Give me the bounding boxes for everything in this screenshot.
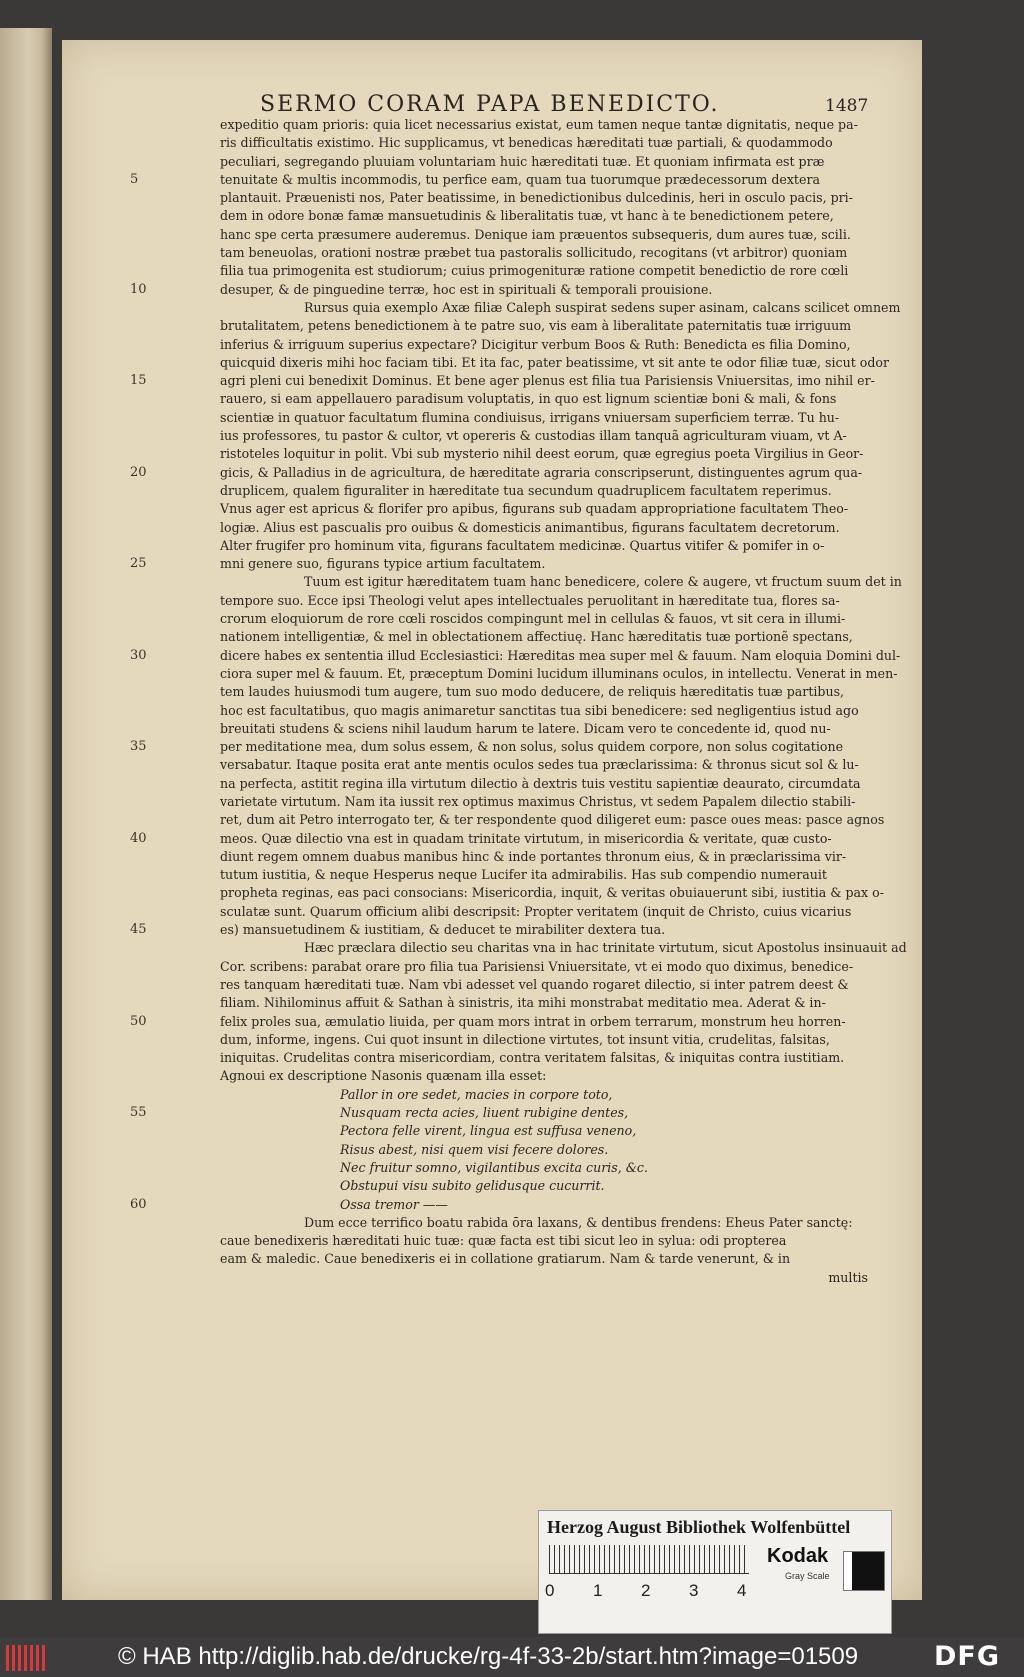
gray-swatch bbox=[843, 1551, 885, 1591]
line-text: Pallor in ore sedet, macies in corpore toto, bbox=[340, 1086, 613, 1102]
verse-line bbox=[150, 1122, 888, 1140]
text-line bbox=[150, 573, 902, 591]
line-text: druplicem, qualem figuraliter in hæreditate tua secundum quadruplicem facultatem reperimus. bbox=[220, 482, 832, 498]
text-line bbox=[130, 921, 888, 939]
running-head: SERMO CORAM PAPA BENEDICTO. bbox=[260, 92, 720, 117]
text-line bbox=[150, 299, 901, 317]
text-line bbox=[130, 555, 888, 573]
scale-number: 1 bbox=[593, 1581, 603, 1600]
line-text: Nec fruitur somno, vigilantibus excita curis, &c. bbox=[340, 1159, 648, 1175]
text-line bbox=[150, 702, 888, 720]
line-text: ius professores, tu pastor & cultor, vt opereris & custodias illam tanquã agriculturam viuam, vt A- bbox=[220, 428, 847, 444]
barcode-icon bbox=[6, 1645, 46, 1671]
line-text: per meditatione mea, dum solus essem, & non solus, solus quidem corpore, non solus cogitatione bbox=[220, 739, 844, 755]
line-text: Risus abest, nisi quem visi fecere dolores. bbox=[340, 1141, 609, 1157]
text-line bbox=[130, 647, 901, 665]
scale-number: 0 bbox=[545, 1581, 555, 1600]
text-line bbox=[150, 811, 888, 829]
line-text: Alter frugifer pro hominum vita, figurans facultatem medicinæ. Quartus vitifer & pomifer in o- bbox=[220, 537, 825, 553]
text-line bbox=[150, 537, 888, 555]
text-line bbox=[150, 500, 888, 518]
scale-number: 3 bbox=[689, 1581, 699, 1600]
line-text: rauero, si eam appellauero paradisum voluptatis, in quo est lignum scientiæ boni & mali, & fons bbox=[220, 391, 837, 407]
line-text: ris difficultatis existimo. Hic supplicamus, vt benedicas hæreditati tuæ partiali, & quodammodo bbox=[220, 135, 833, 151]
line-text: Dum ecce terrifico boatu rabida ōra laxans, & dentibus frendens: Eheus Pater sanctę: bbox=[304, 1214, 853, 1230]
text-line bbox=[150, 720, 888, 738]
line-text: tutum iustitia, & neque Hesperus neque Lucifer ita admirabilis. Has sub compendio numerauit bbox=[220, 867, 827, 883]
line-text: na perfecta, astitit regina illa virtutum dilectio à dextris tuis vestitu sapientiæ deaurato, circumdata bbox=[220, 775, 861, 791]
line-text: es) mansuetudinem & iustitiam, & deducet te mirabiliter dextera tua. bbox=[220, 922, 666, 938]
line-text: sculatæ sunt. Quarum officium alibi descripsit: Propter veritatem (inquit de Christo, cuius vicarius bbox=[220, 903, 852, 919]
text-line bbox=[150, 336, 888, 354]
line-text: tem laudes huiusmodi tum augere, tum suo modo deducere, de reliquis hæreditatis tuæ partibus, bbox=[220, 684, 845, 700]
line-text: versabatur. Itaque posita erat ante mentis oculos sedes tua præclarissima: & thronus sicut sol & lu- bbox=[220, 757, 859, 773]
line-text: caue benedixeris hæreditati huic tuæ: quæ facta est tibi sicut leo in sylua: odi propterea bbox=[220, 1233, 787, 1249]
text-line bbox=[150, 628, 888, 646]
text-line bbox=[150, 592, 888, 610]
line-text: tempore suo. Ecce ipsi Theologi velut apes intellectuales peruolitant in hæreditate tua, flores sa- bbox=[220, 592, 840, 608]
line-text: gicis, & Palladius in de agricultura, de hæreditate agraria conscripserunt, distinguentes agrum qua- bbox=[220, 464, 863, 480]
line-text: ristoteles loquitur in polit. Vbi sub mysterio nihil deest eorum, quæ egregius poeta Virgilius in Geor- bbox=[220, 446, 864, 462]
line-text: iniquitas. Crudelitas contra misericordiam, contra veritatem falsitas, & iniquitas contra iustitiam. bbox=[220, 1050, 845, 1066]
line-text: Nusquam recta acies, liuent rubigine dentes, bbox=[340, 1105, 629, 1121]
line-text: Vnus ager est apricus & florifer pro apibus, figurans sub quadam appropriatione facultatem Theo- bbox=[220, 501, 849, 517]
text-line bbox=[150, 1031, 888, 1049]
text-line bbox=[150, 445, 888, 463]
line-text: expeditio quam prioris: quia licet necessarius existat, eum tamen neque tantæ dignitatis, neque pa- bbox=[220, 117, 858, 132]
text-line bbox=[150, 262, 888, 280]
line-text: peculiari, segregando pluuiam voluntariam huic hæreditati tuæ. Et quoniam infirmata est præ bbox=[220, 153, 825, 169]
line-text: res tanquam hæreditati tuæ. Nam vbi adesset vel quando rogaret dilectio, si inter patrem deest & bbox=[220, 976, 849, 992]
line-text: Hæc præclara dilectio seu charitas vna in hac trinitate virtutum, sicut Apostolus insinuauit ad bbox=[304, 940, 907, 956]
line-text: brutalitatem, petens benedictionem à te patre suo, vis eam à liberalitate paternitatis tuæ irriguum bbox=[220, 318, 852, 334]
line-text: dicere habes ex sententia illud Ecclesiastici: Hæreditas mea super mel & fauum. Nam eloquia Domini dul- bbox=[220, 647, 901, 663]
text-line bbox=[150, 116, 888, 134]
text-line bbox=[130, 464, 888, 482]
text-line bbox=[150, 482, 888, 500]
ruler bbox=[549, 1545, 749, 1574]
line-text: Agnoui ex descriptione Nasonis quænam illa esset: bbox=[220, 1068, 547, 1084]
line-text: tam beneuolas, orationi nostræ præbet tua pastoralis sollicitudo, recogitans (vt arbitror) quoniam bbox=[220, 245, 848, 261]
line-text: inferius & irriguum superius expectare? Dicigitur verbum Boos & Ruth: Benedicta es filia Domino, bbox=[220, 336, 851, 352]
text-line bbox=[150, 427, 888, 445]
verse-line bbox=[130, 1196, 888, 1214]
text-line bbox=[130, 830, 888, 848]
text-line bbox=[150, 939, 907, 957]
line-text: propheta reginas, eas paci consocians: Misericordia, inquit, & veritas obuiauerunt sibi, iustitia & pax o- bbox=[220, 885, 884, 901]
reference-card bbox=[538, 1510, 892, 1634]
line-text: diunt regem omnem duabus manibus hinc & inde portantes thronum eius, & in præclarissima vir- bbox=[220, 848, 847, 864]
text-line bbox=[150, 244, 888, 262]
gray-scale-label: Gray Scale bbox=[785, 1571, 830, 1581]
line-text: dum, informe, ingens. Cui quot insunt in dilectione virtutes, tot insunt vitia, crudelitas, falsitas, bbox=[220, 1031, 830, 1047]
dfg-logo: DFG bbox=[934, 1641, 1001, 1672]
text-line bbox=[130, 372, 888, 390]
text-line bbox=[150, 153, 888, 171]
line-text: Cor. scribens: parabat orare pro filia tua Parisiensi Vniuersitate, vt ei modo quo diximus, benedice- bbox=[220, 958, 854, 974]
footer-bar bbox=[0, 1637, 1024, 1677]
line-number: 35 bbox=[130, 739, 147, 755]
line-number: 50 bbox=[130, 1013, 147, 1029]
line-number: 20 bbox=[130, 464, 147, 480]
text-line bbox=[150, 1067, 888, 1085]
line-text: quicquid dixeris mihi hoc faciam tibi. Et ita fac, pater beatissime, vt sit ante te odor filiæ tuæ, sicut odor bbox=[220, 354, 889, 370]
text-line bbox=[150, 866, 888, 884]
line-number: 60 bbox=[130, 1196, 147, 1212]
line-text: hanc spe certa præsumere auderemus. Denique iam præuentos subsequeris, dum aures tuæ, scili. bbox=[220, 226, 851, 242]
line-text: felix proles sua, æmulatio liuida, per quam mors intrat in orbem terrarum, monstrum heu horren- bbox=[220, 1013, 846, 1029]
text-line bbox=[150, 683, 888, 701]
verse-line bbox=[150, 1177, 888, 1195]
line-number: 55 bbox=[130, 1105, 147, 1121]
text-line bbox=[150, 317, 888, 335]
text-line bbox=[130, 281, 888, 299]
line-text: breuitati studens & sciens nihil laudum harum te latere. Dicam vero te concedente id, quod nu- bbox=[220, 720, 831, 736]
text-line bbox=[150, 1250, 888, 1268]
line-text: agri pleni cui benedixit Dominus. Et bene ager plenus est filia tua Parisiensis Vniuersitas, imo nihil er- bbox=[220, 373, 875, 389]
text-line bbox=[130, 1013, 888, 1031]
line-text: Tuum est igitur hæreditatem tuam hanc benedicere, colere & augere, vt fructum suum det in bbox=[304, 574, 902, 590]
page-number: 1487 bbox=[825, 96, 869, 116]
line-text: eam & maledic. Caue benedixeris ei in collatione gratiarum. Nam & tarde venerunt, & in bbox=[220, 1251, 791, 1267]
scale-number: 4 bbox=[737, 1581, 747, 1600]
line-text: ret, dum ait Petro interrogato ter, & ter respondente quod diligeret eum: pasce oues meas: pasce agnos bbox=[220, 812, 885, 828]
line-number: 15 bbox=[130, 373, 147, 389]
line-number: 40 bbox=[130, 830, 147, 846]
line-text: tenuitate & multis incommodis, tu perfice eam, quam tua tuorumque prædecessorum dextera bbox=[220, 171, 820, 187]
line-text: Ossa tremor —— bbox=[340, 1196, 449, 1212]
line-text: meos. Quæ dilectio vna est in quadam trinitate virtutum, in misericordia & veritate, quæ custo- bbox=[220, 830, 832, 846]
line-text: dem in odore bonæ famæ mansuetudinis & liberalitatis tuæ, vt hanc à te benedictionem petere, bbox=[220, 208, 834, 224]
text-line bbox=[150, 884, 888, 902]
line-text: Obstupui visu subito gelidusque cucurrit. bbox=[340, 1178, 605, 1194]
line-text: crorum eloquiorum de rore cœli roscidos compingunt mel in cellulas & fauos, vt sit cera in illumi- bbox=[220, 611, 846, 627]
text-line bbox=[150, 207, 888, 225]
line-text: Pectora felle virent, lingua est suffusa veneno, bbox=[340, 1123, 637, 1139]
text-line bbox=[150, 519, 888, 537]
text-line bbox=[150, 226, 888, 244]
text-block bbox=[130, 116, 907, 1287]
text-line bbox=[150, 994, 888, 1012]
text-line bbox=[130, 738, 888, 756]
line-text: filia tua primogenita est studiorum; cuius primogenituræ ratione competit benedictio de rore cœli bbox=[220, 263, 849, 279]
library-name: Herzog August Bibliothek Wolfenbüttel bbox=[547, 1517, 851, 1537]
text-line bbox=[150, 775, 888, 793]
verse-line bbox=[150, 1141, 888, 1159]
line-text: Rursus quia exemplo Axæ filiæ Caleph suspirat sedens super asinam, calcans scilicet omnem bbox=[304, 299, 901, 315]
footer-url[interactable]: © HAB http://diglib.hab.de/drucke/rg-4f-33-2b/start.htm?image=01509 bbox=[118, 1643, 859, 1670]
text-line bbox=[150, 756, 888, 774]
line-text: mni genere suo, figurans typice artium facultatem. bbox=[220, 556, 546, 572]
text-line bbox=[150, 1214, 888, 1232]
scale-number: 2 bbox=[641, 1581, 651, 1600]
verse-line bbox=[150, 1159, 888, 1177]
text-line bbox=[150, 189, 888, 207]
text-line bbox=[150, 409, 888, 427]
text-line bbox=[150, 665, 898, 683]
line-text: hoc est facultatibus, quo magis animaretur sanctitas tua sibi benedicere: sed negligentius istud ago bbox=[220, 702, 859, 718]
line-text: ciora super mel & fauum. Et, præceptum Domini lucidum illuminans oculos, in intellectu. Venerat in men- bbox=[220, 665, 898, 681]
line-number: 45 bbox=[130, 922, 147, 938]
line-text: filiam. Nihilominus affuit & Sathan à sinistris, ita mihi monstrabat meditatio mea. Aderat & in- bbox=[220, 995, 826, 1011]
line-text: logiæ. Alius est pascualis pro ouibus & domesticis animantibus, figurans facultatem decretorum. bbox=[220, 519, 840, 535]
book-page bbox=[62, 40, 922, 1600]
text-line bbox=[150, 354, 888, 372]
line-text: plantauit. Præuenisti nos, Pater beatissime, in benedictionibus dulcedinis, heri in osculo pacis, pri- bbox=[220, 190, 853, 206]
line-text: scientiæ in quatuor facultatum flumina condiuisus, irrigans vniuersam superficiem terræ. Tu hu- bbox=[220, 409, 840, 425]
line-number: 30 bbox=[130, 647, 147, 663]
line-text: nationem intelligentiæ, & mel in oblectationem affectiuę. Hanc hæreditatis tuæ portionẽ spectans, bbox=[220, 629, 853, 645]
text-line bbox=[150, 1049, 888, 1067]
verse-line bbox=[130, 1104, 888, 1122]
text-line bbox=[150, 958, 888, 976]
text-line bbox=[150, 390, 888, 408]
text-line bbox=[130, 171, 888, 189]
line-number: 5 bbox=[130, 171, 139, 187]
facing-page-edge bbox=[0, 28, 52, 1600]
text-line bbox=[150, 134, 888, 152]
text-line bbox=[150, 793, 888, 811]
line-number: 25 bbox=[130, 556, 147, 572]
text-line bbox=[150, 848, 888, 866]
verse-line bbox=[150, 1086, 888, 1104]
text-line bbox=[150, 610, 888, 628]
text-line bbox=[150, 1232, 888, 1250]
line-text: varietate virtutum. Nam ita iussit rex optimus maximus Christus, vt sedem Papalem dilectio stabili- bbox=[220, 793, 856, 809]
text-line bbox=[150, 976, 888, 994]
line-text: desuper, & de pinguedine terræ, hoc est in spirituali & temporali prouisione. bbox=[220, 281, 713, 297]
catchword: multis bbox=[828, 1269, 868, 1285]
text-line bbox=[150, 903, 888, 921]
kodak-logo: Kodak bbox=[767, 1545, 829, 1567]
line-number: 10 bbox=[130, 281, 147, 297]
